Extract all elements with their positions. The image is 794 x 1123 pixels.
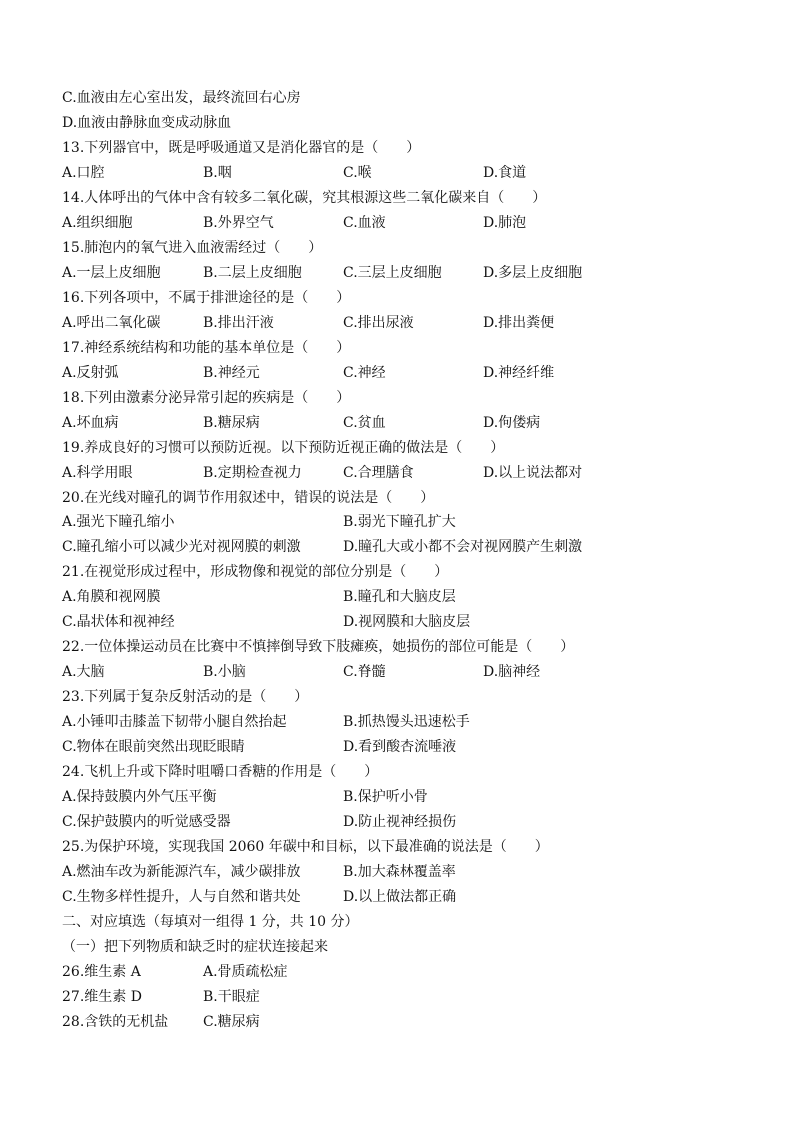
question-stem: 17.神经系统结构和功能的基本单位是（ ） <box>62 339 351 356</box>
question-stem: 20.在光线对瞳孔的调节作用叙述中，错误的说法是（ ） <box>62 489 435 506</box>
option-d: D.神经纤维 <box>483 364 555 381</box>
option-a: A.口腔 <box>62 164 105 181</box>
options-row <box>62 361 742 386</box>
option-b: B.保护听小骨 <box>343 789 428 806</box>
option-b: B.咽 <box>203 164 232 181</box>
option-d: D.看到酸杏流唾液 <box>343 739 457 756</box>
option-c: C.脊髓 <box>343 664 386 681</box>
option-line: D.血液由静脉血变成动脉血 <box>62 114 232 131</box>
option-d: D.排出粪便 <box>483 314 555 331</box>
match-right: C.糖尿病 <box>203 1013 260 1030</box>
option-b: B.抓热馒头迅速松手 <box>343 714 470 731</box>
match-right: B.干眼症 <box>203 988 260 1005</box>
options-row <box>62 660 742 685</box>
option-c: C.贫血 <box>343 414 386 431</box>
options-row <box>62 311 742 336</box>
question-stem: 14.人体呼出的气体中含有较多二氧化碳，究其根源这些二氧化碳来自（ ） <box>62 189 547 206</box>
question-stem: 24.飞机上升或下降时咀嚼口香糖的作用是（ ） <box>62 764 379 781</box>
question-stem: 21.在视觉形成过程中，形成物像和视觉的部位分别是（ ） <box>62 564 449 581</box>
options-row <box>62 585 742 610</box>
option-a: A.坏血病 <box>62 414 119 431</box>
options-row <box>62 461 742 486</box>
option-a: A.一层上皮细胞 <box>62 264 161 281</box>
options-row <box>62 161 742 186</box>
option-d: D.瞳孔大或小都不会对视网膜产生刺激 <box>343 539 583 556</box>
option-c: C.三层上皮细胞 <box>343 264 442 281</box>
option-c: C.喉 <box>343 164 372 181</box>
option-d: D.防止视神经损伤 <box>343 814 457 831</box>
options-row <box>62 710 742 735</box>
option-c: C.保护鼓膜内的听觉感受器 <box>62 814 231 831</box>
question-stem: 13.下列器官中，既是呼吸通道又是消化器官的是（ ） <box>62 139 421 156</box>
options-row <box>62 510 742 535</box>
option-b: B.排出汗液 <box>203 314 274 331</box>
option-c: C.排出尿液 <box>343 314 414 331</box>
question-stem: 25.为保护环境，实现我国 2060 年碳中和目标，以下最准确的说法是（ ） <box>62 839 549 856</box>
question-stem: 16.下列各项中，不属于排泄途径的是（ ） <box>62 289 351 306</box>
option-b: B.二层上皮细胞 <box>203 264 302 281</box>
option-d: D.以上说法都对 <box>483 464 583 481</box>
options-row <box>62 810 742 835</box>
match-left: 27.维生素 D <box>62 988 142 1005</box>
question-stem: 22.一位体操运动员在比赛中不慎摔倒导致下肢瘫痪，她损伤的部位可能是（ ） <box>62 639 575 656</box>
option-a: A.反射弧 <box>62 364 119 381</box>
option-c: C.神经 <box>343 364 386 381</box>
options-row <box>62 860 742 885</box>
option-b: B.神经元 <box>203 364 260 381</box>
options-row <box>62 885 742 910</box>
match-left: 26.维生素 A <box>62 963 141 980</box>
option-c: C.物体在眼前突然出现眨眼睛 <box>62 739 245 756</box>
match-row <box>62 1010 742 1035</box>
options-row <box>62 411 742 436</box>
option-b: B.小脑 <box>203 664 246 681</box>
option-a: A.科学用眼 <box>62 464 133 481</box>
exam-page <box>62 86 742 1035</box>
option-d: D.以上做法都正确 <box>343 889 457 905</box>
option-d: D.多层上皮细胞 <box>483 264 583 281</box>
match-row <box>62 985 742 1010</box>
option-b: B.外界空气 <box>203 214 274 231</box>
match-left: 28.含铁的无机盐 <box>62 1013 169 1030</box>
match-right: A.骨质疏松症 <box>203 963 288 980</box>
option-b: B.弱光下瞳孔扩大 <box>343 514 456 531</box>
option-b: B.糖尿病 <box>203 414 260 431</box>
options-row <box>62 610 742 635</box>
option-d: D.食道 <box>483 164 527 181</box>
option-a: A.角膜和视网膜 <box>62 589 161 606</box>
options-row <box>62 211 742 236</box>
option-line: C.血液由左心室出发，最终流回右心房 <box>62 90 301 106</box>
option-c: C.晶状体和视神经 <box>62 614 175 631</box>
option-c: C.血液 <box>343 214 386 231</box>
options-row <box>62 735 742 760</box>
section-heading: 二、对应填选（每填对一组得 1 分，共 10 分） <box>62 913 359 930</box>
question-stem: 23.下列属于复杂反射活动的是（ ） <box>62 689 309 706</box>
option-c: C.瞳孔缩小可以减少光对视网膜的刺激 <box>62 539 301 556</box>
options-row <box>62 785 742 810</box>
option-a: A.呼出二氧化碳 <box>62 314 161 331</box>
options-row <box>62 535 742 560</box>
option-a: A.大脑 <box>62 664 105 681</box>
option-b: B.瞳孔和大脑皮层 <box>343 589 456 606</box>
question-stem: 18.下列由激素分泌异常引起的疾病是（ ） <box>62 389 351 406</box>
section-subheading: （一）把下列物质和缺乏时的症状连接起来 <box>62 938 328 955</box>
option-d: D.脑神经 <box>483 664 541 681</box>
matching-list <box>62 960 742 1035</box>
option-a: A.燃油车改为新能源汽车，减少碳排放 <box>62 864 301 881</box>
option-a: A.保持鼓膜内外气压平衡 <box>62 789 217 806</box>
question-stem: 15.肺泡内的氧气进入血液需经过（ ） <box>62 239 323 256</box>
options-row <box>62 261 742 286</box>
option-c: C.生物多样性提升，人与自然和谐共处 <box>62 889 301 905</box>
question-list <box>62 136 742 910</box>
option-c: C.合理膳食 <box>343 464 414 481</box>
option-d: D.视网膜和大脑皮层 <box>343 614 471 631</box>
option-d: D.肺泡 <box>483 214 527 231</box>
option-a: A.小锤叩击膝盖下韧带小腿自然抬起 <box>62 714 287 731</box>
match-row <box>62 960 742 985</box>
option-a: A.组织细胞 <box>62 214 133 231</box>
option-b: B.定期检查视力 <box>203 464 302 481</box>
option-a: A.强光下瞳孔缩小 <box>62 514 175 531</box>
option-b: B.加大森林覆盖率 <box>343 864 456 881</box>
option-d: D.佝偻病 <box>483 414 541 431</box>
question-stem: 19.养成良好的习惯可以预防近视。以下预防近视正确的做法是（ ） <box>62 439 505 456</box>
